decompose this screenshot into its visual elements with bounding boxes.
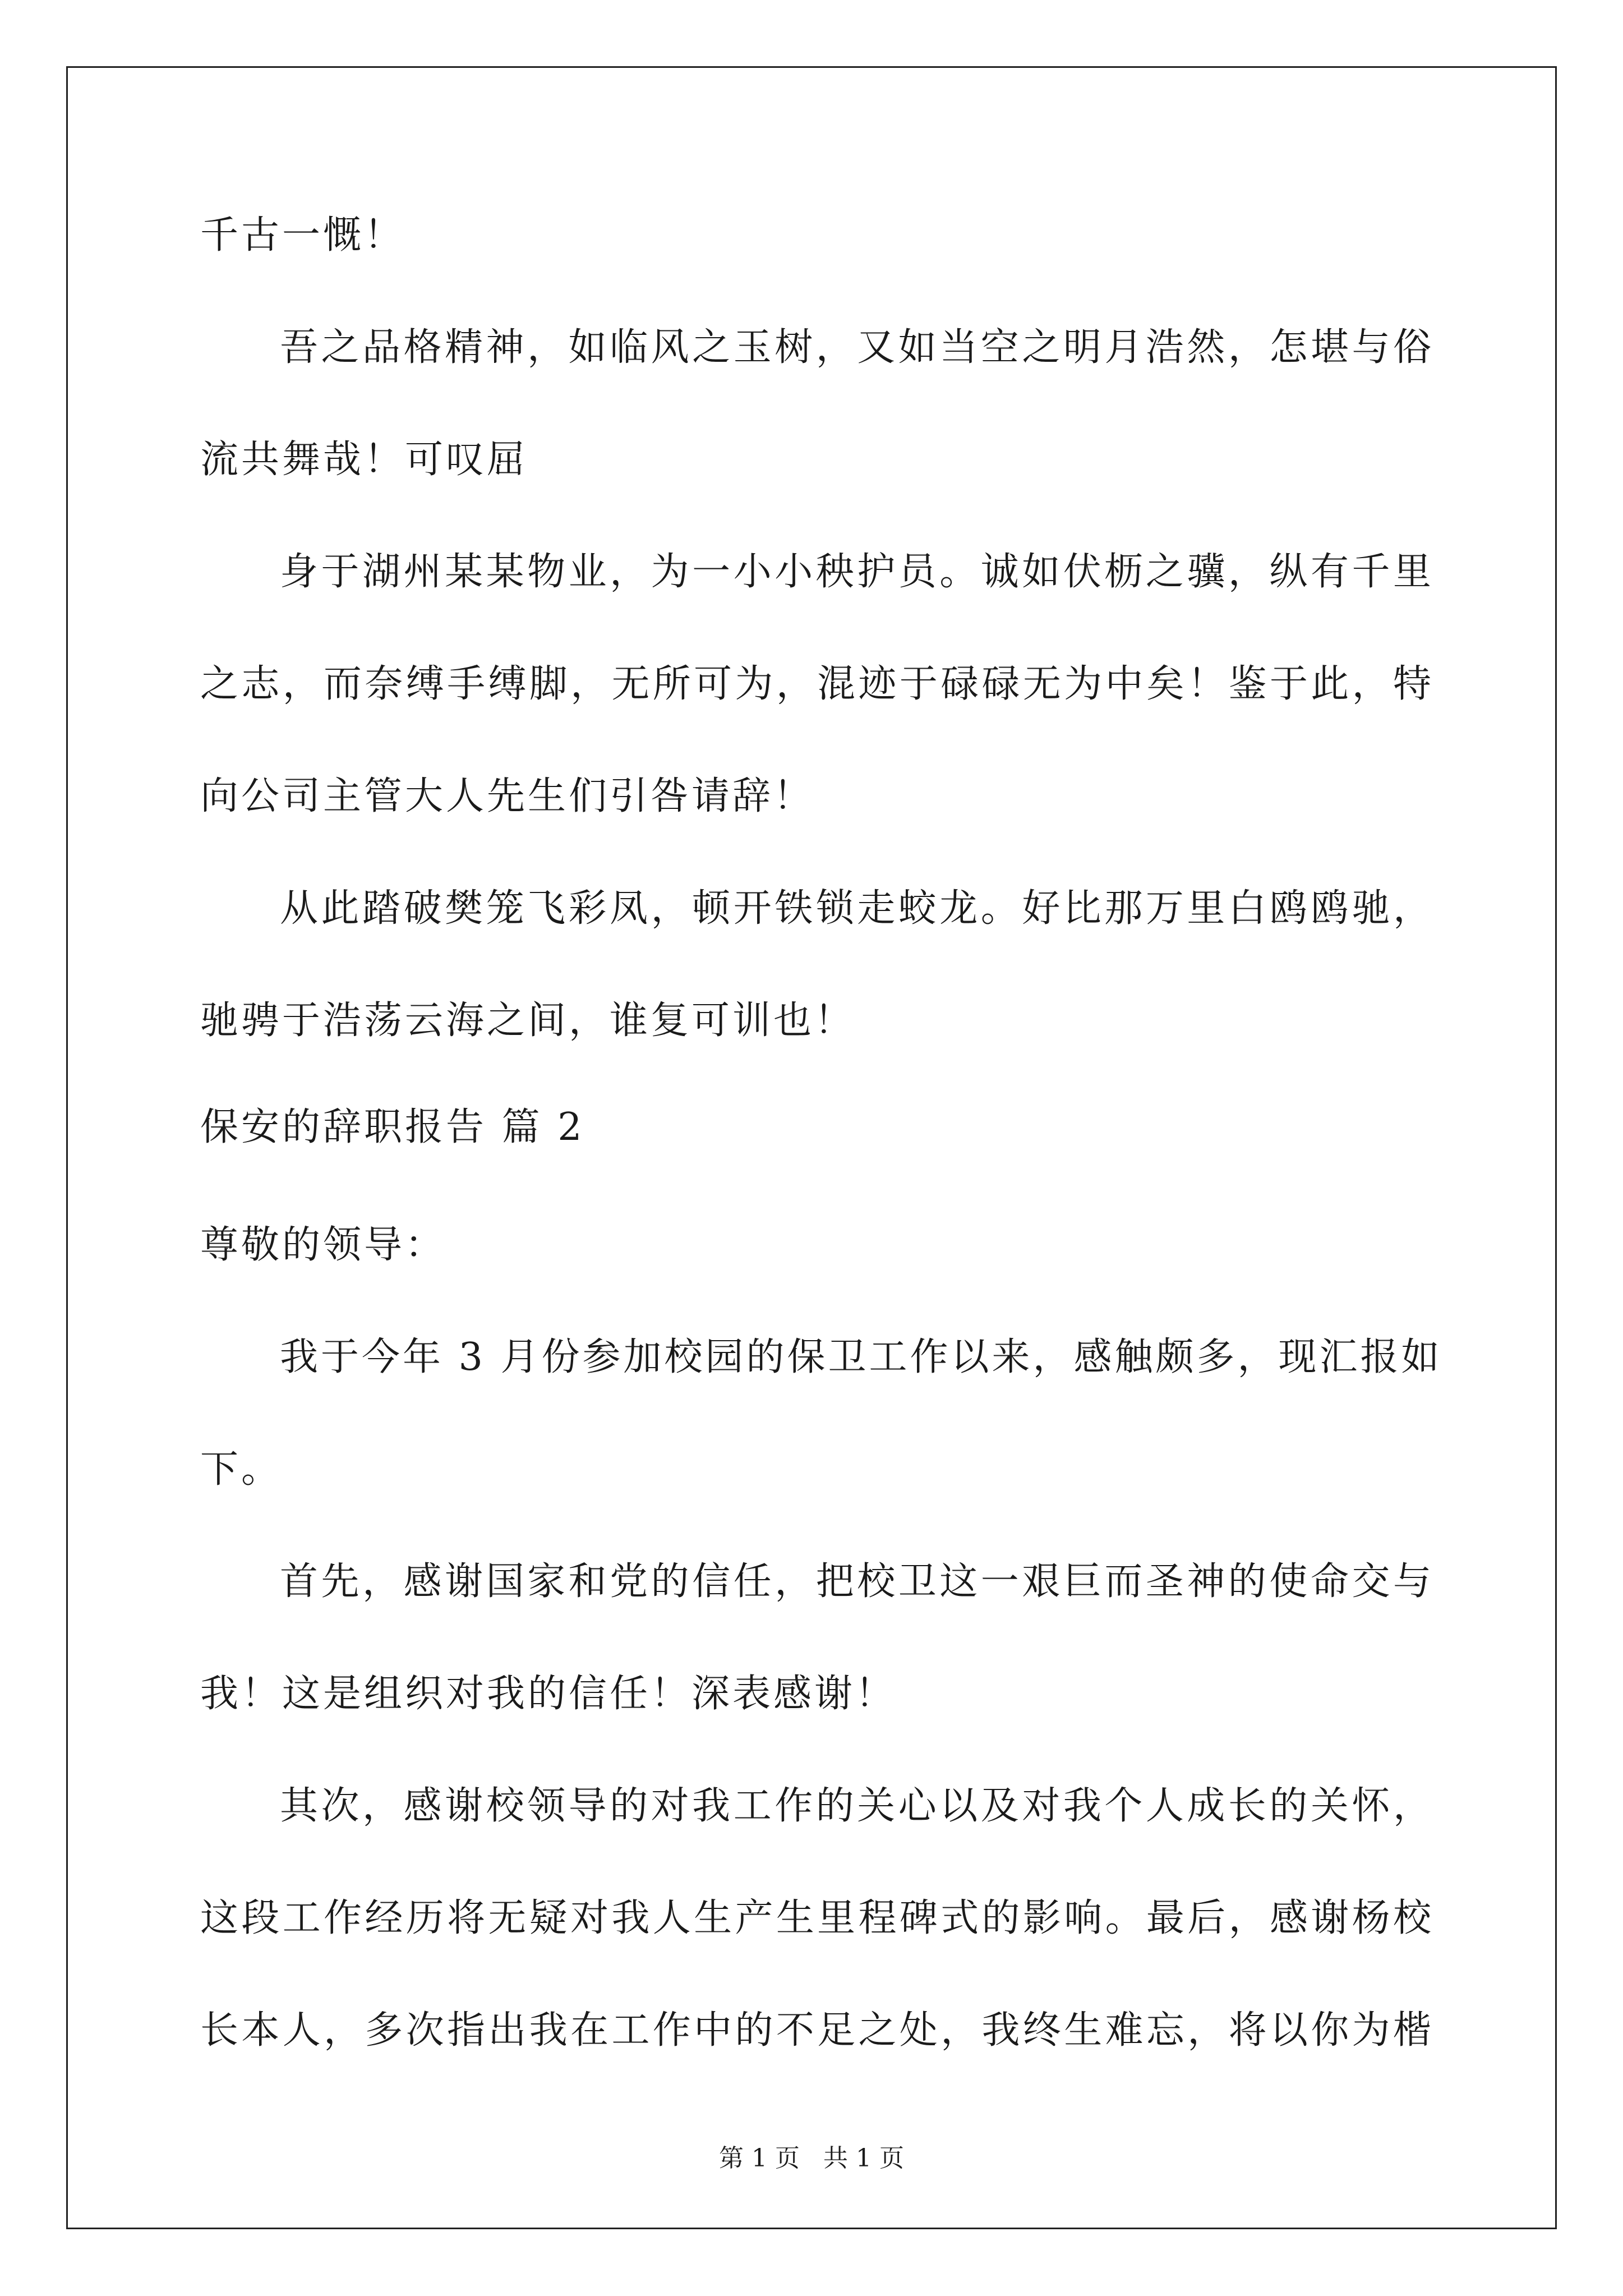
text-line: 吾之品格精神，如临风之玉树，又如当空之明月浩然，怎堪与俗 [280,325,1434,370]
text-line: 其次，感谢校领导的对我工作的关心以及对我个人成长的关怀， [280,1784,1434,1828]
text-line: 下。 [200,1447,283,1492]
text-line: 从此踏破樊笼飞彩凤，顿开铁锁走蛟龙。好比那万里白鸥鸥驰， [280,886,1434,931]
text-line: 我于今年 3 月份参加校园的保卫工作以来，感触颇多，现汇报如 [280,1335,1442,1379]
text-line: 千古一慨！ [200,213,405,257]
text-line: 之志，而奈缚手缚脚，无所可为，混迹于碌碌无为中矣！鉴于此，特 [200,662,1434,706]
text-line: 向公司主管大人先生们引咎请辞！ [200,774,815,818]
text-line: 驰骋于浩荡云海之间，谁复可训也！ [200,999,856,1043]
section-heading: 保安的辞职报告 篇 2 [200,1105,585,1149]
text-line: 这段工作经历将无疑对我人生产生里程碑式的影响。最后，感谢杨校 [200,1896,1434,1940]
text-line: 我！这是组织对我的信任！深表感谢！ [200,1672,897,1716]
page-number-footer: 第 1 页 共 1 页 [719,2144,904,2173]
text-line: 身于湖州某某物业，为一小小秧护员。诚如伏枥之骥，纵有千里 [280,550,1434,594]
text-line: 首先，感谢国家和党的信任，把校卫这一艰巨而圣神的使命交与 [280,1559,1434,1604]
text-line: 流共舞哉！可叹屈 [200,438,528,482]
text-line: 长本人，多次指出我在工作中的不足之处，我终生难忘，将以你为楷 [200,2008,1434,2053]
salutation: 尊敬的领导： [200,1223,446,1267]
